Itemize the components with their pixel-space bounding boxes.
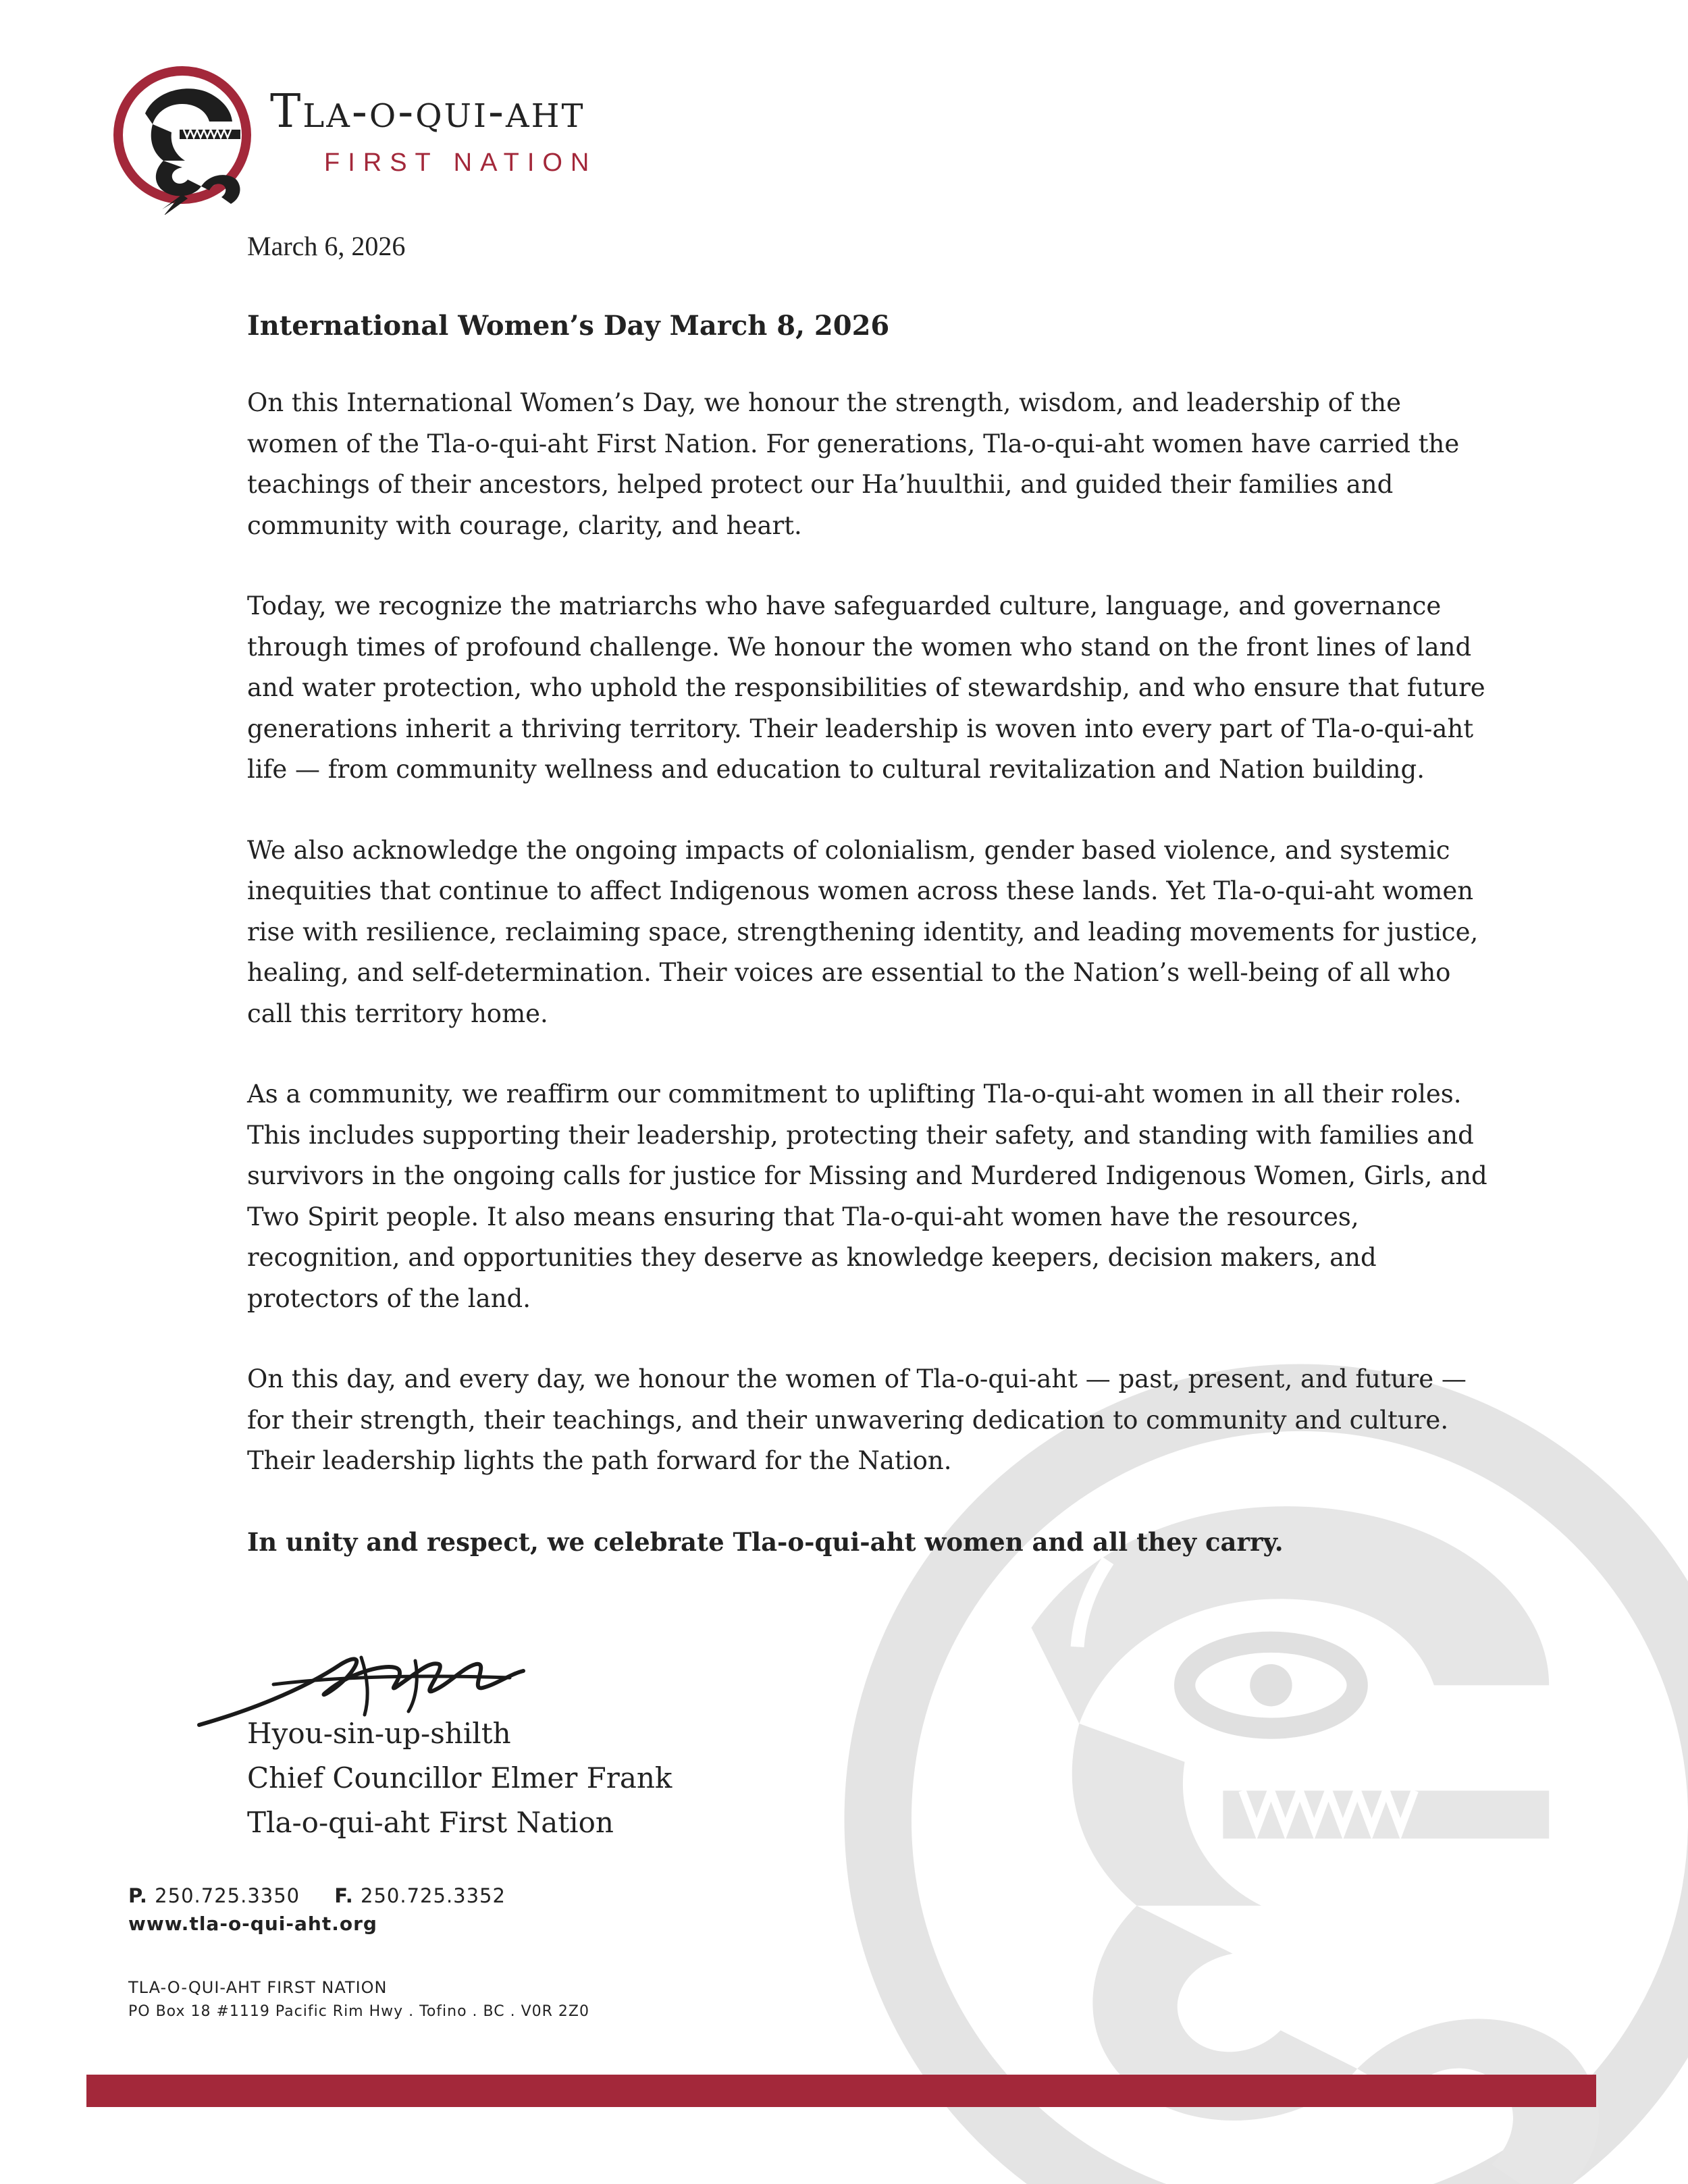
signer-org: Tla-o-qui-aht First Nation <box>247 1806 614 1839</box>
footer <box>128 1882 589 2024</box>
address-line: PO Box 18 #1119 Pacific Rim Hwy . Tofino . BC . V0R 2Z0 <box>128 2003 589 2020</box>
footer-bar <box>86 2075 1596 2107</box>
serpent-logo-icon <box>108 59 263 215</box>
signer-title: Chief Councillor Elmer Frank <box>247 1761 672 1794</box>
fax-number: 250.725.3352 <box>361 1884 506 1907</box>
address-name: TLA-O-QUI-AHT FIRST NATION <box>128 1978 388 1997</box>
paragraph: Today, we recognize the matriarchs who have safeguarded culture, language, and governance through times of profound challenge. We honour the women who stand on the front lines of land and water protection, who uphold the responsibilities of stewardship, and who ensure that future generations inherit a thriving territory. Their leadership is woven into every part of Tla-o-qui-aht life — from community wellness and education to cultural revitalization and Nation building. <box>247 591 1485 784</box>
org-subtitle: FIRST NATION <box>324 149 598 177</box>
paragraph: On this International Women’s Day, we honour the strength, wisdom, and leadership of the women of the Tla-o-qui-aht First Nation. For generations, Tla-o-qui-aht women have carried the teachings of their ancestors, helped protect our Ha’huulthii, and guided their families and community with courage, clarity, and heart. <box>247 388 1460 540</box>
closing-statement: In unity and respect, we celebrate Tla-o-qui-aht women and all they carry. <box>247 1526 1284 1557</box>
paragraph: On this day, and every day, we honour the women of Tla-o-qui-aht — past, present, and future — for their strength, their teachings, and their unwavering dedication to community and culture. Their leadership lights the path forward for the Nation. <box>247 1364 1467 1475</box>
phone-number: 250.725.3350 <box>155 1884 300 1907</box>
signer-name: Hyou-sin-up-shilth <box>247 1717 511 1750</box>
letter-title: International Women’s Day March 8, 2026 <box>247 310 890 342</box>
letter-body <box>247 226 1489 1562</box>
paragraph: As a community, we reaffirm our commitment to uplifting Tla-o-qui-aht women in all their roles. This includes supporting their leadership, protecting their safety, and standing with families and survivors in the ongoing calls for justice for Missing and Murdered Indigenous Women, Girls, and Two Spirit people. It also means ensuring that Tla-o-qui-aht women have the resources, recognition, and opportunities they deserve as knowledge keepers, decision makers, and protectors of the land. <box>247 1080 1487 1313</box>
paragraph: We also acknowledge the ongoing impacts of colonialism, gender based violence, and systemic inequities that continue to affect Indigenous women across these lands. Yet Tla-o-qui-aht women rise with resilience, reclaiming space, strengthening identity, and leading movements for justice, healing, and self-determination. Their voices are essential to the Nation’s well-being of all who call this territory home. <box>247 835 1479 1028</box>
phone-label: P. <box>128 1884 148 1907</box>
contact-phones <box>128 1882 589 1909</box>
org-name: Tla-o-qui-aht <box>270 85 585 138</box>
signer-block <box>247 1711 672 1845</box>
letterhead <box>108 59 716 221</box>
website-link[interactable]: www.tla-o-qui-aht.org <box>128 1913 377 1935</box>
fax-label: F. <box>334 1884 354 1907</box>
letter-date: March 6, 2026 <box>247 231 406 261</box>
